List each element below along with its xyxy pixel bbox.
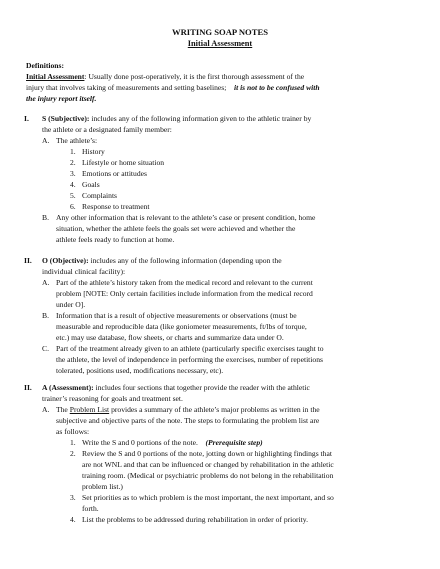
section-o-c-label: C. [42, 344, 49, 353]
step-line: training room. (Medical or psychiatric problems do not belong in the rehabilitation [82, 471, 334, 480]
section-s-numeral: I. [24, 114, 29, 123]
list-item: Goals [82, 180, 100, 189]
list-item-number: 4. [70, 180, 76, 189]
section-o-b-line: etc.) may use database, flow sheets, or charts and summarize data under O. [56, 333, 284, 342]
step-number: 4. [70, 515, 76, 524]
definition-line-1 [26, 71, 304, 82]
step-line: List the problems to be addressed during rehabilitation in order of priority. [82, 515, 308, 524]
step-line: Review the S and 0 portions of the note, jotting down or highlighting findings that [82, 449, 332, 458]
section-a-intro-1 [42, 382, 310, 393]
section-o-heading: O (Objective): [42, 256, 89, 265]
section-o-intro-2: individual clinical facility): [42, 267, 126, 276]
section-s-b-line: situation, whether the athlete feels the goals set were achieved and whether the [56, 224, 296, 233]
section-a-intro-text: includes four sections that together provide the reader with the athletic [93, 383, 310, 392]
section-s-b-label: B. [42, 213, 49, 222]
definitions-heading: Definitions: [26, 61, 64, 70]
section-a-a-pre: The [56, 405, 70, 414]
section-s-intro-2: the athlete or a designated family member: [42, 125, 172, 134]
section-a-heading: A (Assessment): [42, 383, 94, 392]
section-o-a-line: under O]. [56, 300, 86, 309]
list-item-number: 1. [70, 147, 76, 156]
definition-text-2: injury that involves taking of measurements and setting baselines; [26, 83, 227, 92]
section-s-heading: S (Subjective): [42, 114, 90, 123]
list-item: Response to treatment [82, 202, 150, 211]
section-a-a-line: subjective and objective parts of the note. The steps to formulating the problem list are [56, 416, 320, 425]
document-subtitle: Initial Assessment [187, 39, 253, 48]
section-s-a-text: The athlete’s: [56, 136, 98, 145]
section-a-a-line: as follows: [56, 427, 90, 436]
section-a-a-line-1 [56, 404, 320, 415]
section-o-a-label: A. [42, 278, 50, 287]
section-s-b-line: Any other information that is relevant to the athlete’s case or present condition, home [56, 213, 316, 222]
step-line: Set priorities as to which problem is the most important, the next important, and so [82, 493, 334, 502]
list-item-number: 2. [70, 158, 76, 167]
definition-text-1: : Usually done post-operatively, it is the first thorough assessment of the [84, 72, 305, 81]
section-o-b-label: B. [42, 311, 49, 320]
problem-list-term: Problem List [69, 405, 110, 414]
section-o-a-line: problem [NOTE: Only certain facilities include information from the medical record [56, 289, 313, 298]
section-a-a-label: A. [42, 405, 50, 414]
prerequisite-note: (Prerequisite step) [205, 438, 263, 447]
section-o-b-line: measurable and reproducible data (like goniometer measurements, ft/lbs of torque, [56, 322, 307, 331]
section-a-numeral: II. [24, 383, 32, 392]
definition-emphasis-1: it is not to be confused with [233, 83, 320, 92]
section-s-b-line: athlete feels ready to function at home. [56, 235, 175, 244]
section-s-intro-1 [42, 113, 311, 124]
step-line: forth. [82, 504, 99, 513]
definition-line-2 [26, 82, 320, 93]
section-a-a-post: provides a summary of the athlete’s major problems as written in the [109, 405, 320, 414]
list-item-number: 6. [70, 202, 76, 211]
section-o-intro-text: includes any of the following information (depending upon the [88, 256, 282, 265]
step-number: 3. [70, 493, 76, 502]
step-text: Write the S and 0 portions of the note. [82, 438, 198, 447]
definition-emphasis-2: the injury report itself. [26, 94, 97, 103]
section-a-intro-2: trainer’s reasoning for goals and treatment set. [42, 394, 183, 403]
step-line [82, 437, 263, 448]
section-o-c-line: Part of the treatment already given to an athlete (particularly specific exercises taught to [56, 344, 324, 353]
list-item: History [82, 147, 105, 156]
section-o-b-line: Information that is a result of objective measurements or observations (must be [56, 311, 297, 320]
list-item-number: 5. [70, 191, 76, 200]
section-o-c-line: the athlete, the level of independence in performing the exercises, number of repetitions [56, 355, 323, 364]
list-item: Emotions or attitudes [82, 169, 147, 178]
list-item-number: 3. [70, 169, 76, 178]
step-number: 2. [70, 449, 76, 458]
section-s-intro-text: includes any of the following information given to the athletic trainer by [89, 114, 312, 123]
document-title: WRITING SOAP NOTES [172, 27, 268, 37]
section-o-numeral: II. [24, 256, 32, 265]
section-o-c-line: tolerated, positions used, modifications necessary, etc). [56, 366, 224, 375]
section-s-a-label: A. [42, 136, 50, 145]
list-item: Complaints [82, 191, 118, 200]
section-o-a-line: Part of the athlete’s history taken from the medical record and relevant to the current [56, 278, 313, 287]
step-number: 1. [70, 438, 76, 447]
list-item: Lifestyle or home situation [82, 158, 165, 167]
section-o-intro-1 [42, 255, 282, 266]
definition-term: Initial Assessment [26, 72, 85, 81]
step-line: are not WNL and that can be influenced or changed by rehabilitation in the athletic [82, 460, 334, 469]
step-line: problem list.) [82, 482, 123, 491]
